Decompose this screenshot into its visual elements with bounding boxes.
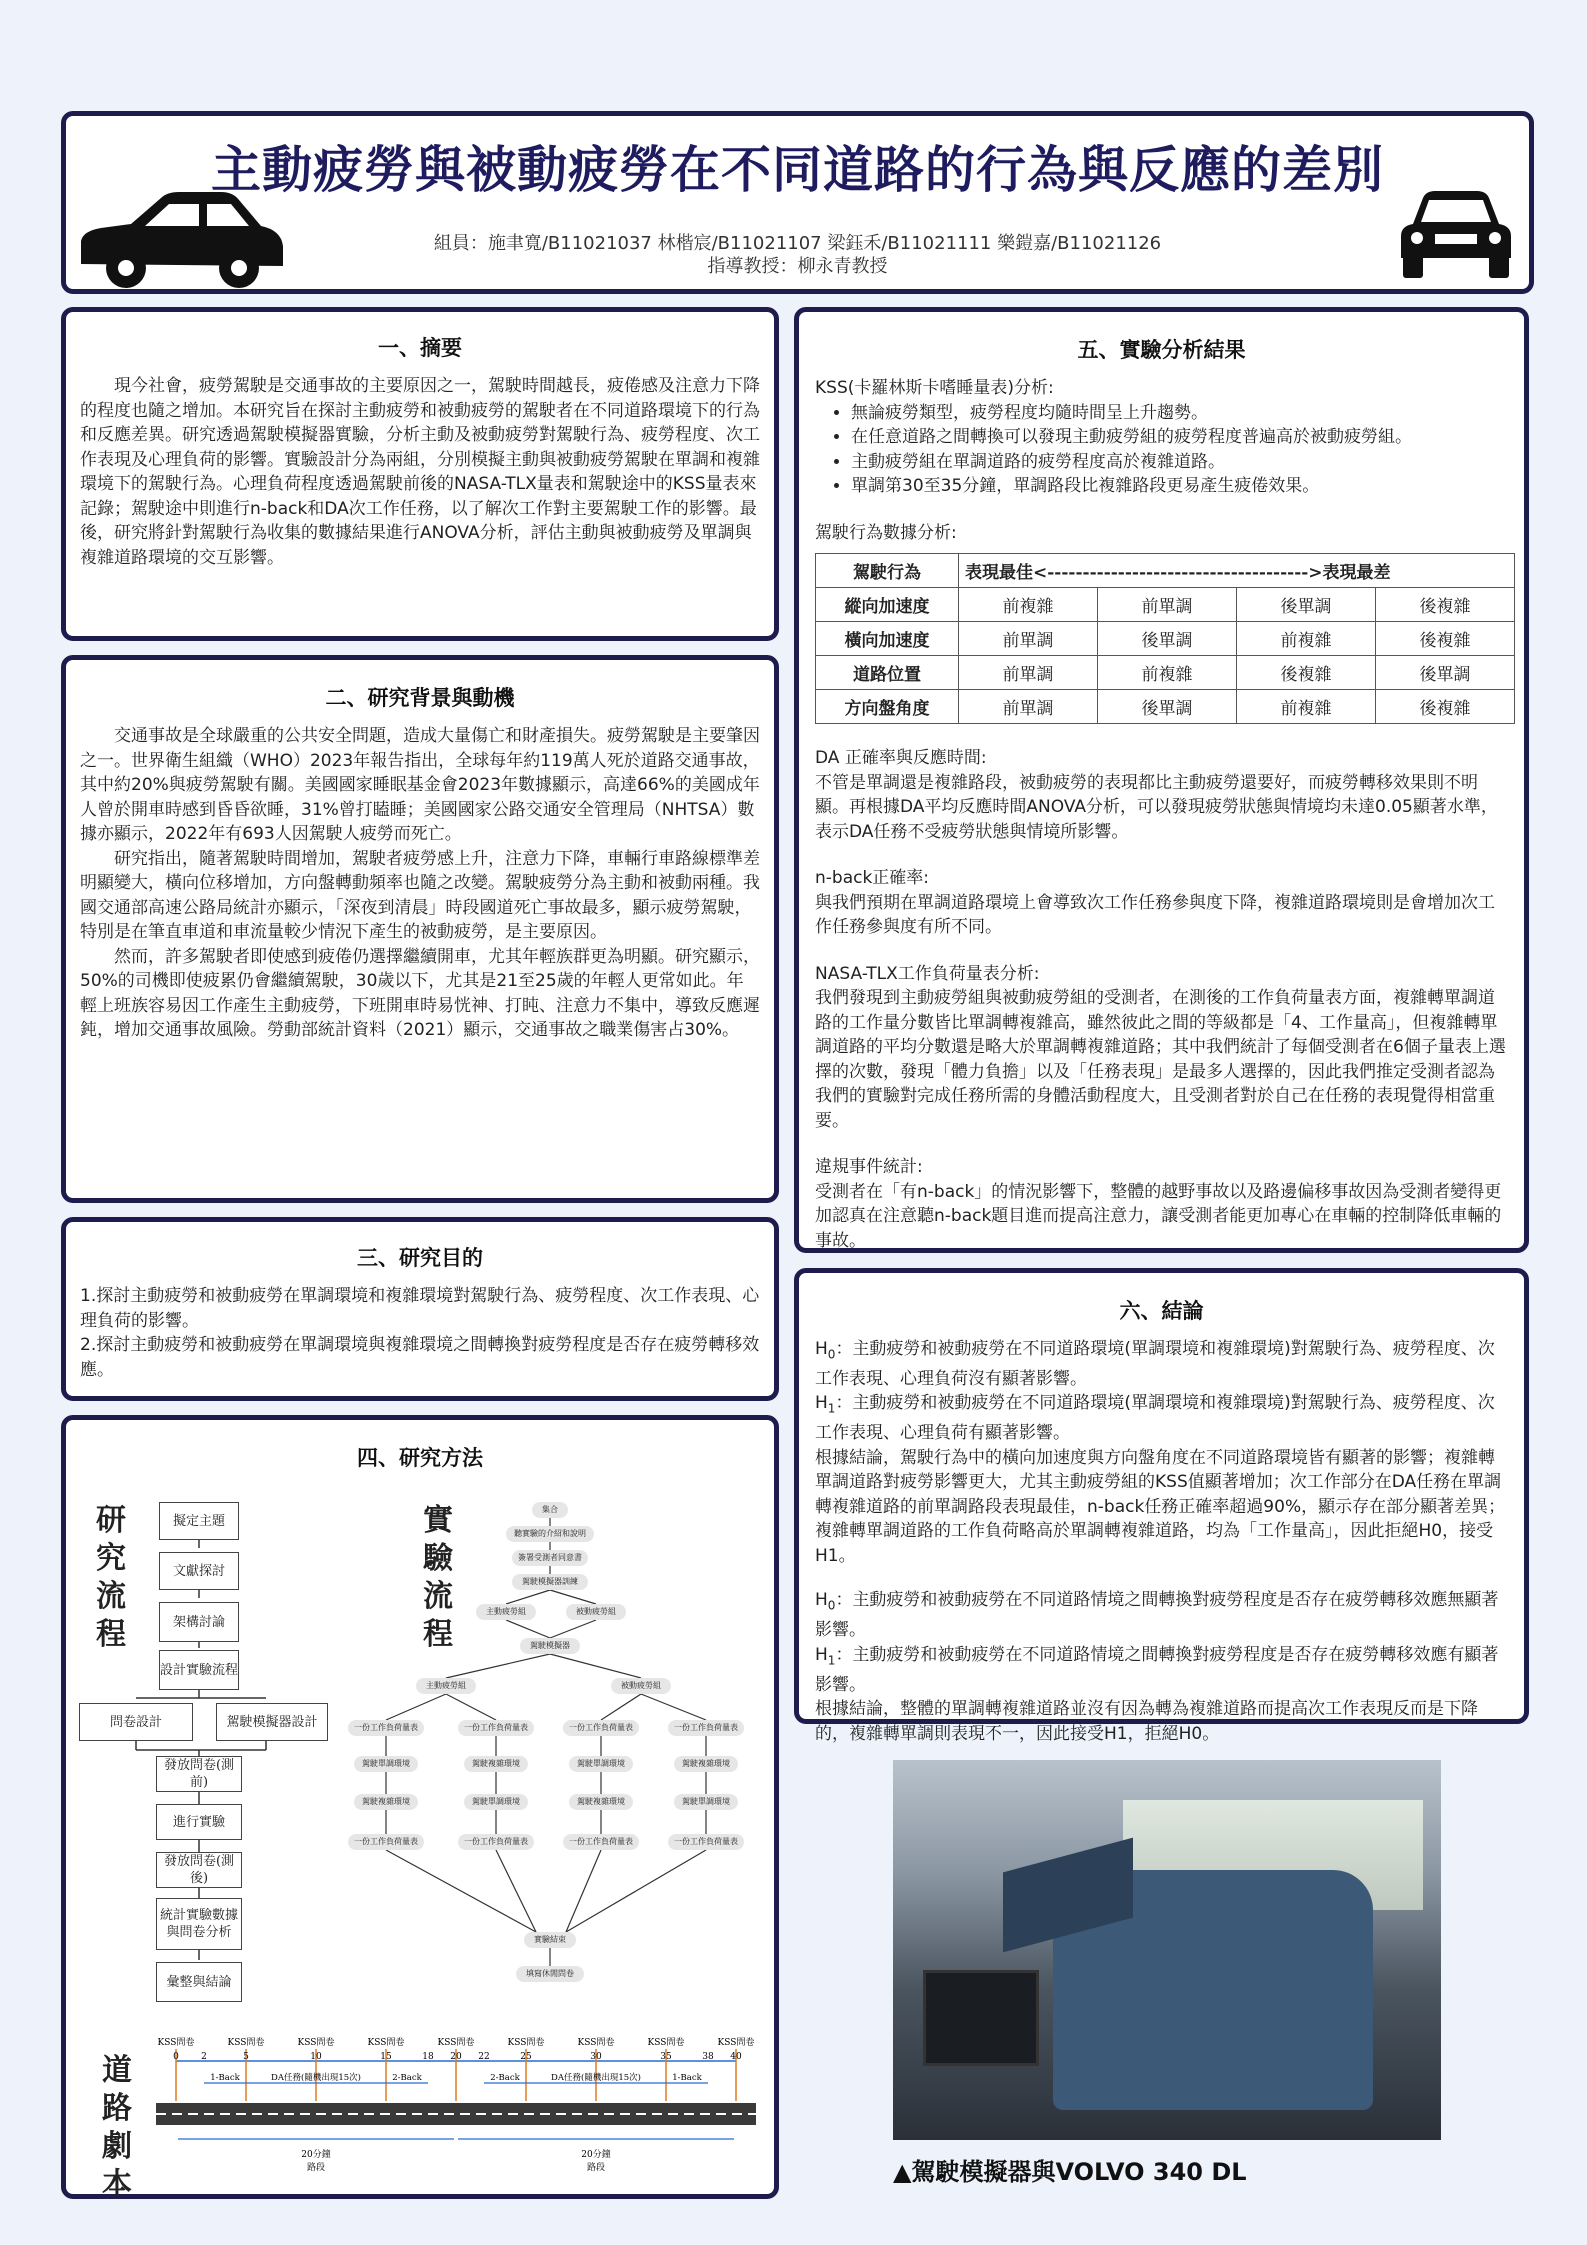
h0-b-sub: 0 [827,1598,836,1613]
h1-a-text: ：主動疲勞和被動疲勞在不同道路環境(單調環境和複雜環境)對駕駛行為、疲勞程度、次工作表現、心理負荷有顯著影響。 [815,1393,1495,1444]
road-tick: 10 [310,2052,322,2062]
table-header-row [816,554,1515,588]
table-cell: 前複雜 [1098,656,1237,690]
road-segment-label: 2-Back [490,2073,520,2083]
road-segment-label: 1-Back [210,2073,240,2083]
conclusion-heading: 六、結論 [1119,1299,1204,1323]
kss-label: KSS問卷 [647,2038,685,2048]
rf-step-6: 駕駛模擬器設計 [216,1703,328,1741]
ef-c1-s3: 駕駛複雜環境 [354,1794,418,1810]
ef-c1-s2: 駕駛單調環境 [354,1756,418,1772]
abstract-panel [61,307,779,641]
ef-top-2: 聽實驗的介紹和說明 [506,1526,594,1542]
table-title: 駕駛行為數據分析: [815,522,957,543]
table-row-name: 方向盤角度 [816,690,959,724]
ef-group2-2: 被動疲勞組 [611,1678,671,1694]
kss-label: KSS問卷 [157,2038,195,2048]
table-row-name: 道路位置 [816,656,959,690]
table-row-name: 橫向加速度 [816,622,959,656]
h1-b-symbol: H [815,1644,828,1665]
h0-b-symbol: H [815,1590,828,1611]
ef-c2-s4: 一份工作負荷量表 [458,1834,534,1850]
rf-step-7: 發放問卷(測前) [156,1756,242,1792]
purpose-item-1: 1.探討主動疲勞和被動疲勞在單調環境和複雜環境對駕駛行為、疲勞程度、次工作表現、心理負荷的影響。 [80,1286,760,1331]
abstract-heading: 一、摘要 [378,336,462,360]
background-p1: 交通事故是全球嚴重的公共安全問題，造成大量傷亡和財產損失。疲勞駕駛是主要肇因之一。世界衛生組織（WHO）2023年報告指出，全球每年約119萬人死於道路交通事故，其中約20%與疲勞駕駛有關。美國國家睡眠基金會2023年數據顯示，高達66%的美國成年人曾於開車時感到昏昏欲睡，31%曾打瞌睡；美國國家公路交通安全管理局（NHTSA）數據亦顯示，2022年有693人因駕駛人疲勞而死亡。 [80,726,760,844]
road-segment-label: DA任務(隨機出現15次) [271,2073,361,2083]
road-tick: 25 [520,2052,532,2062]
result-b: 根據結論，整體的單調轉複雜道路並沒有因為轉為複雜道路而提高次工作表現反而是下降的，複雜轉單調則表現不一，因此接受H1，拒絕H0。 [815,1699,1478,1744]
kss-title: KSS(卡羅林斯卡嗜睡量表)分析: [815,378,1054,398]
da-text: 不管是單調還是複雜路段，被動疲勞的表現都比主動疲勞還要好，而疲勞轉移效果則不明顯。再根據DA平均反應時間ANOVA分析，可以發現疲勞狀態與情境均未達0.05顯著水準，表示DA任務不受疲勞狀態與情境所影響。 [815,772,1498,842]
table-cell: 前單調 [959,690,1098,724]
road-tick: 38 [702,2052,714,2062]
road-segment-label: 1-Back [672,2073,702,2083]
table-cell: 前複雜 [1237,690,1376,724]
ef-c3-s4: 一份工作負荷量表 [563,1834,639,1850]
table-cell: 後複雜 [1237,656,1376,690]
table-cell: 後單調 [1376,656,1515,690]
purpose-item-2: 2.探討主動疲勞和被動疲勞在單調環境與複雜環境之間轉換對疲勞程度是否存在疲勞轉移效應。 [80,1335,760,1380]
road-script-diagram [146,2035,756,2190]
ef-c2-s1: 一份工作負荷量表 [458,1720,534,1736]
methods-panel [61,1415,779,2202]
road-segment-label: DA任務(隨機出現15次) [551,2073,641,2083]
ef-c4-s3: 駕駛單調環境 [674,1794,738,1810]
ef-c4-s4: 一份工作負荷量表 [668,1834,744,1850]
table-cell: 後複雜 [1376,622,1515,656]
duration-label: 路段 [306,2163,326,2173]
kss-label: KSS問卷 [507,2038,545,2048]
duration-label: 20分鐘 [301,2150,331,2160]
kss-label: KSS問卷 [367,2038,405,2048]
kss-label: KSS問卷 [577,2038,615,2048]
table-cell: 前單調 [1098,588,1237,622]
members-line [66,232,1529,278]
violation-title: 違規事件統計: [815,1157,923,1177]
h0-a-symbol: H [815,1339,828,1359]
ef-c4-s1: 一份工作負荷量表 [668,1720,744,1736]
road-tick: 15 [380,2052,392,2062]
ef-c3-s2: 駕駛單調環境 [569,1756,633,1772]
table-row [816,622,1515,656]
advisor-text: 指導教授：柳永青教授 [707,256,888,277]
nback-text: 與我們預期在單調道路環境上會導致次工作任務參與度下降，複雜道路環境則是會增加次工作任務參與度有所不同。 [815,892,1495,937]
background-panel [61,655,779,1203]
ef-end-1: 實驗結束 [524,1932,576,1948]
background-p3: 然而，許多駕駛者即使感到疲倦仍選擇繼續開車，尤其年輕族群更為明顯。研究顯示，50%的司機即使疲累仍會繼續駕駛，30歲以下，尤其是21至25歲的年輕人更常如此。年輕上班族容易因工作產生主動疲勞，下班開車時易恍神、打盹、注意力不集中，導致反應遲鈍，增加交通事故風險。勞動部統計資料（2021）顯示，交通事故之職業傷害占30%。 [80,946,760,1040]
rf-step-11: 彙整與結論 [156,1962,242,2002]
ef-c1-s4: 一份工作負荷量表 [348,1834,424,1850]
nasa-title: NASA-TLX工作負荷量表分析: [815,963,1040,984]
h0-a-sub: 0 [827,1347,836,1362]
h1-a [815,1391,1508,1445]
kss-list [815,401,1508,499]
kss-label: KSS問卷 [297,2038,335,2048]
results-panel [794,307,1529,1253]
table-cell: 後複雜 [1376,690,1515,724]
members-text: 組員：施聿寬/B11021037 林楷宸/B11021107 梁鈺禾/B11021111 樂鎧嘉/B11021126 [433,233,1162,254]
table-row [816,656,1515,690]
table-cell: 前複雜 [1237,622,1376,656]
simulator-photo [893,1760,1441,2140]
poster-title: 主動疲勞與被動疲勞在不同道路的行為與反應的差別 [211,140,1384,199]
kss-label: KSS問卷 [717,2038,755,2048]
h0-b [815,1588,1508,1642]
road-tick: 22 [478,2052,490,2062]
table-cell: 後單調 [1237,588,1376,622]
purpose-heading: 三、研究目的 [357,1246,483,1270]
table-row-name: 縱向加速度 [816,588,959,622]
h1-b-text: ：主動疲勞和被動疲勞在不同道路情境之間轉換對疲勞程度是否存在疲勞轉移效應有顯著影響。 [815,1644,1499,1695]
road-tick: 40 [730,2052,742,2062]
abstract-text: 現今社會，疲勞駕駛是交通事故的主要原因之一，駕駛時間越長，疲倦感及注意力下降的程度也隨之增加。本研究旨在探討主動疲勞和被動疲勞的駕駛者在不同道路環境下的行為和反應差異。研究透過駕駛模擬器實驗，分析主動及被動疲勞對駕駛行為、疲勞程度、次工作表現及心理負荷的影響。實驗設計分為兩組，分別模擬主動與被動疲勞駕駛在單調和複雜環境下的駕駛行為。心理負荷程度透過駕駛前後的NASA-TLX量表和駕駛途中的KSS量表來記錄；駕駛途中則進行n-back和DA次工作任務，以了解次工作對主要駕駛工作的影響。最後，研究將針對駕駛行為收集的數據結果進行ANOVA分析，評估主動與被動疲勞及單調與複雜道路環境的交互影響。 [80,376,760,568]
ef-c3-s3: 駕駛複雜環境 [569,1794,633,1810]
ef-c4-s2: 駕駛複雜環境 [674,1756,738,1772]
background-heading: 二、研究背景與動機 [325,686,515,710]
h0-a-text: ：主動疲勞和被動疲勞在不同道路環境(單調環境和複雜環境)對駕駛行為、疲勞程度、次工作表現、心理負荷沒有顯著影響。 [815,1339,1495,1389]
table-cell: 前單調 [959,622,1098,656]
duration-label: 20分鐘 [581,2150,611,2160]
table-header-cell: 駕駛行為 [816,554,959,588]
kss-item: • 在任意道路之間轉換可以發現主動疲勞組的疲勞程度普遍高於被動疲勞組。 [851,425,1508,450]
h1-a-symbol: H [815,1393,828,1414]
table-cell: 後單調 [1098,622,1237,656]
table-row [816,588,1515,622]
h1-b [815,1643,1508,1697]
table-cell: 後複雜 [1376,588,1515,622]
purpose-panel [61,1217,779,1401]
rf-step-8: 進行實驗 [156,1804,242,1840]
road-script-label: 道路劇本 [102,2053,132,2202]
kss-item: • 主動疲勞組在單調道路的疲勞程度高於複雜道路。 [851,450,1508,475]
nasa-text: 我們發現到主動疲勞組與被動疲勞組的受測者，在測後的工作負荷量表方面，複雜轉單調道路的工作量分數皆比單調轉複雜高，雖然彼此之間的等級都是「4、工作量高」，但複雜轉單調道路的平均分數還是略大於單調轉複雜道路；其中我們統計了每個受測者在6個子量表上選擇的次數，發現「體力負擔」以及「任務表現」是最多人選擇的，因此我們推定受測者認為我們的實驗對完成任務所需的身體活動程度大，且受測者對於自己在任務的表現覺得相當重要。 [815,988,1506,1131]
road-tick: 20 [450,2052,462,2062]
road-tick: 30 [590,2052,602,2062]
h1-b-sub: 1 [827,1653,836,1668]
table-cell: 前單調 [959,656,1098,690]
da-title: DA 正確率與反應時間: [815,748,987,768]
ef-top-4: 駕駛模擬器訓練 [512,1574,588,1590]
ef-top-3: 簽署受測者同意書 [512,1550,588,1566]
nback-title: n-back正確率: [815,868,930,888]
ef-c2-s3: 駕駛單調環境 [464,1794,528,1810]
ef-group2-1: 主動疲勞組 [416,1678,476,1694]
table-cell: 後單調 [1098,690,1237,724]
ef-top-1: 集合 [532,1502,568,1518]
kss-item: • 無論疲勞類型，疲勞程度均隨時間呈上升趨勢。 [851,401,1508,426]
road-tick: 5 [243,2052,249,2062]
table-header-cell: 表現最佳<------------------------------------->表現最差 [959,554,1515,588]
road-tick: 18 [422,2052,434,2062]
table-cell: 前複雜 [959,588,1098,622]
rf-step-1: 擬定主題 [159,1502,239,1540]
road-segment-label: 2-Back [392,2073,422,2083]
kss-label: KSS問卷 [227,2038,265,2048]
ef-group-1: 主動疲勞組 [476,1604,536,1620]
photo-caption: ▲駕駛模擬器與VOLVO 340 DL [893,2158,1247,2186]
kss-label: KSS問卷 [437,2038,475,2048]
background-p2: 研究指出，隨著駕駛時間增加，駕駛者疲勞感上升，注意力下降，車輛行車路線標準差明顯變大，橫向位移增加，方向盤轉動頻率也隨之改變。駕駛疲勞分為主動和被動兩種。我國交通部高速公路局統計亦顯示，「深夜到清晨」時段國道死亡事故最多，顯示疲勞駕駛，特別是在筆直車道和車流量較少情況下產生的被動疲勞，是主要原因。 [80,848,760,942]
conclusion-panel [794,1268,1529,1744]
rf-step-9: 發放問卷(測後) [156,1852,242,1888]
ef-end-2: 填寫休閒問卷 [516,1966,584,1982]
rf-step-5: 問卷設計 [79,1703,193,1741]
ef-merge: 駕駛模擬器 [520,1638,580,1654]
h0-b-text: ：主動疲勞和被動疲勞在不同道路情境之間轉換對疲勞程度是否存在疲勞轉移效應無顯著影響。 [815,1590,1499,1641]
h0-a [815,1337,1508,1391]
driving-behavior-table [815,553,1515,724]
road-tick: 35 [660,2052,672,2062]
rf-step-10: 統計實驗數據與問卷分析 [156,1898,242,1950]
rf-step-2: 文獻探討 [159,1552,239,1590]
research-flow-label: 研究流程 [96,1503,126,1652]
road-tick: 0 [173,2052,179,2062]
rf-step-4: 設計實驗流程 [159,1650,239,1690]
kss-item: • 單調第30至35分鐘，單調路段比複雜路段更易產生疲倦效果。 [851,474,1508,499]
h1-a-sub: 1 [827,1401,836,1416]
results-heading: 五、實驗分析結果 [1077,338,1246,362]
ef-group-2: 被動疲勞組 [566,1604,626,1620]
table-row [816,690,1515,724]
duration-label: 路段 [586,2163,606,2173]
methods-heading: 四、研究方法 [357,1446,483,1470]
experiment-flow-label: 實驗流程 [423,1503,453,1652]
ef-c2-s2: 駕駛複雜環境 [464,1756,528,1772]
header-banner [61,111,1534,294]
violation-text: 受測者在「有n-back」的情況影響下，整體的越野事故以及路邊偏移事故因為受測者變得更加認真在注意聽n-back題目進而提高注意力，讓受測者能更加專心在車輛的控制降低車輛的事故。 [815,1181,1502,1251]
rf-step-3: 架構討論 [159,1602,239,1642]
ef-c3-s1: 一份工作負荷量表 [563,1720,639,1736]
road-tick: 2 [201,2052,207,2062]
result-a: 根據結論，駕駛行為中的橫向加速度與方向盤角度在不同道路環境皆有顯著的影響；複雜轉單調道路對疲勞影響更大，尤其主動疲勞組的KSS值顯著增加；次工作部分在DA任務在單調轉複雜道路的前單調路段表現最佳，n-back任務正確率超過90%，顯示存在部分顯著差異；複雜轉單調道路的工作負荷略高於單調轉複雜道路，均為「工作量高」，因此拒絕H0，接受H1。 [815,1447,1506,1566]
ef-c1-s1: 一份工作負荷量表 [348,1720,424,1736]
photo-monitor [923,1970,1039,2066]
